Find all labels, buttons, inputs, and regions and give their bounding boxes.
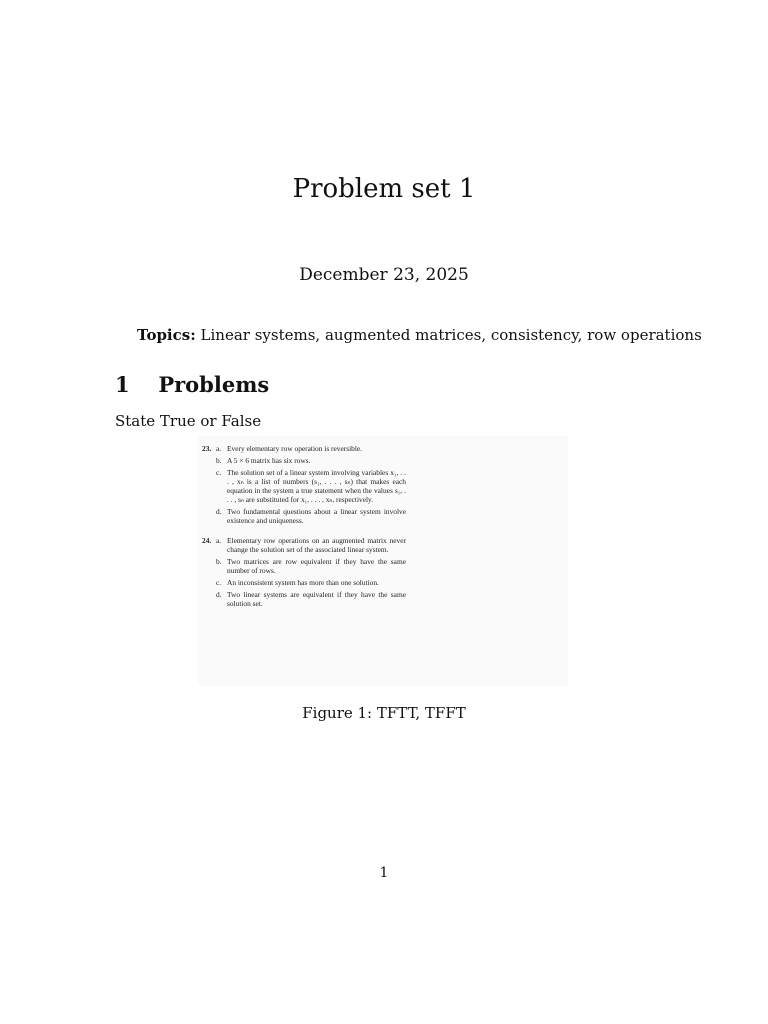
section-title: Problems: [158, 372, 270, 397]
list-item: [216, 536, 406, 554]
item-letter: a.: [216, 444, 222, 453]
item-text: Two matrices are row equivalent if they have the same number of rows.: [227, 557, 406, 575]
list-item: [216, 468, 406, 504]
topics-text: Linear systems, augmented matrices, consistency, row operations: [200, 326, 702, 344]
item-text: Two linear systems are equivalent if they have the same solution set.: [227, 590, 406, 608]
problem-number: 24.: [202, 536, 212, 545]
list-item: [216, 456, 406, 465]
problem-number: 23.: [202, 444, 212, 453]
problem-23: [198, 444, 568, 528]
topics-line: [137, 326, 702, 344]
page-number: 1: [379, 865, 389, 881]
item-letter: b.: [216, 557, 222, 566]
item-text: Every elementary row operation is reversible.: [227, 444, 363, 453]
list-item: [216, 507, 406, 525]
item-letter: c.: [216, 578, 222, 587]
problem-figure: [198, 436, 568, 686]
list-item: [216, 444, 406, 453]
item-letter: d.: [216, 590, 222, 599]
item-letter: c.: [216, 468, 222, 477]
document-date: December 23, 2025: [299, 265, 469, 285]
list-item: [216, 557, 406, 575]
item-text: Elementary row operations on an augmented matrix never change the solution set of the associated linear system.: [227, 536, 406, 554]
list-item: [216, 578, 406, 587]
topics-label: Topics:: [137, 326, 196, 344]
section-heading: [115, 372, 269, 397]
item-text: A 5 × 6 matrix has six rows.: [227, 456, 311, 465]
item-letter: a.: [216, 536, 222, 545]
problem-24: [198, 536, 568, 611]
figure-caption: Figure 1: TFTT, TFFT: [302, 704, 466, 722]
item-letter: d.: [216, 507, 222, 516]
section-number: 1: [115, 372, 130, 397]
item-text: Two fundamental questions about a linear system involve existence and uniqueness.: [227, 507, 406, 525]
item-text: An inconsistent system has more than one solution.: [227, 578, 379, 587]
item-letter: b.: [216, 456, 222, 465]
item-text: The solution set of a linear system involving variables x₁, . . . , xₙ is a list of numbers (s₁, . . . , sₙ) that makes each equation in the system a true statement when the values s₁, . . . , sₙ are substituted for x₁, . . . , xₙ, respectively.: [227, 468, 406, 504]
list-item: [216, 590, 406, 608]
intro-text: State True or False: [115, 412, 262, 430]
document-title: Problem set 1: [292, 174, 476, 204]
